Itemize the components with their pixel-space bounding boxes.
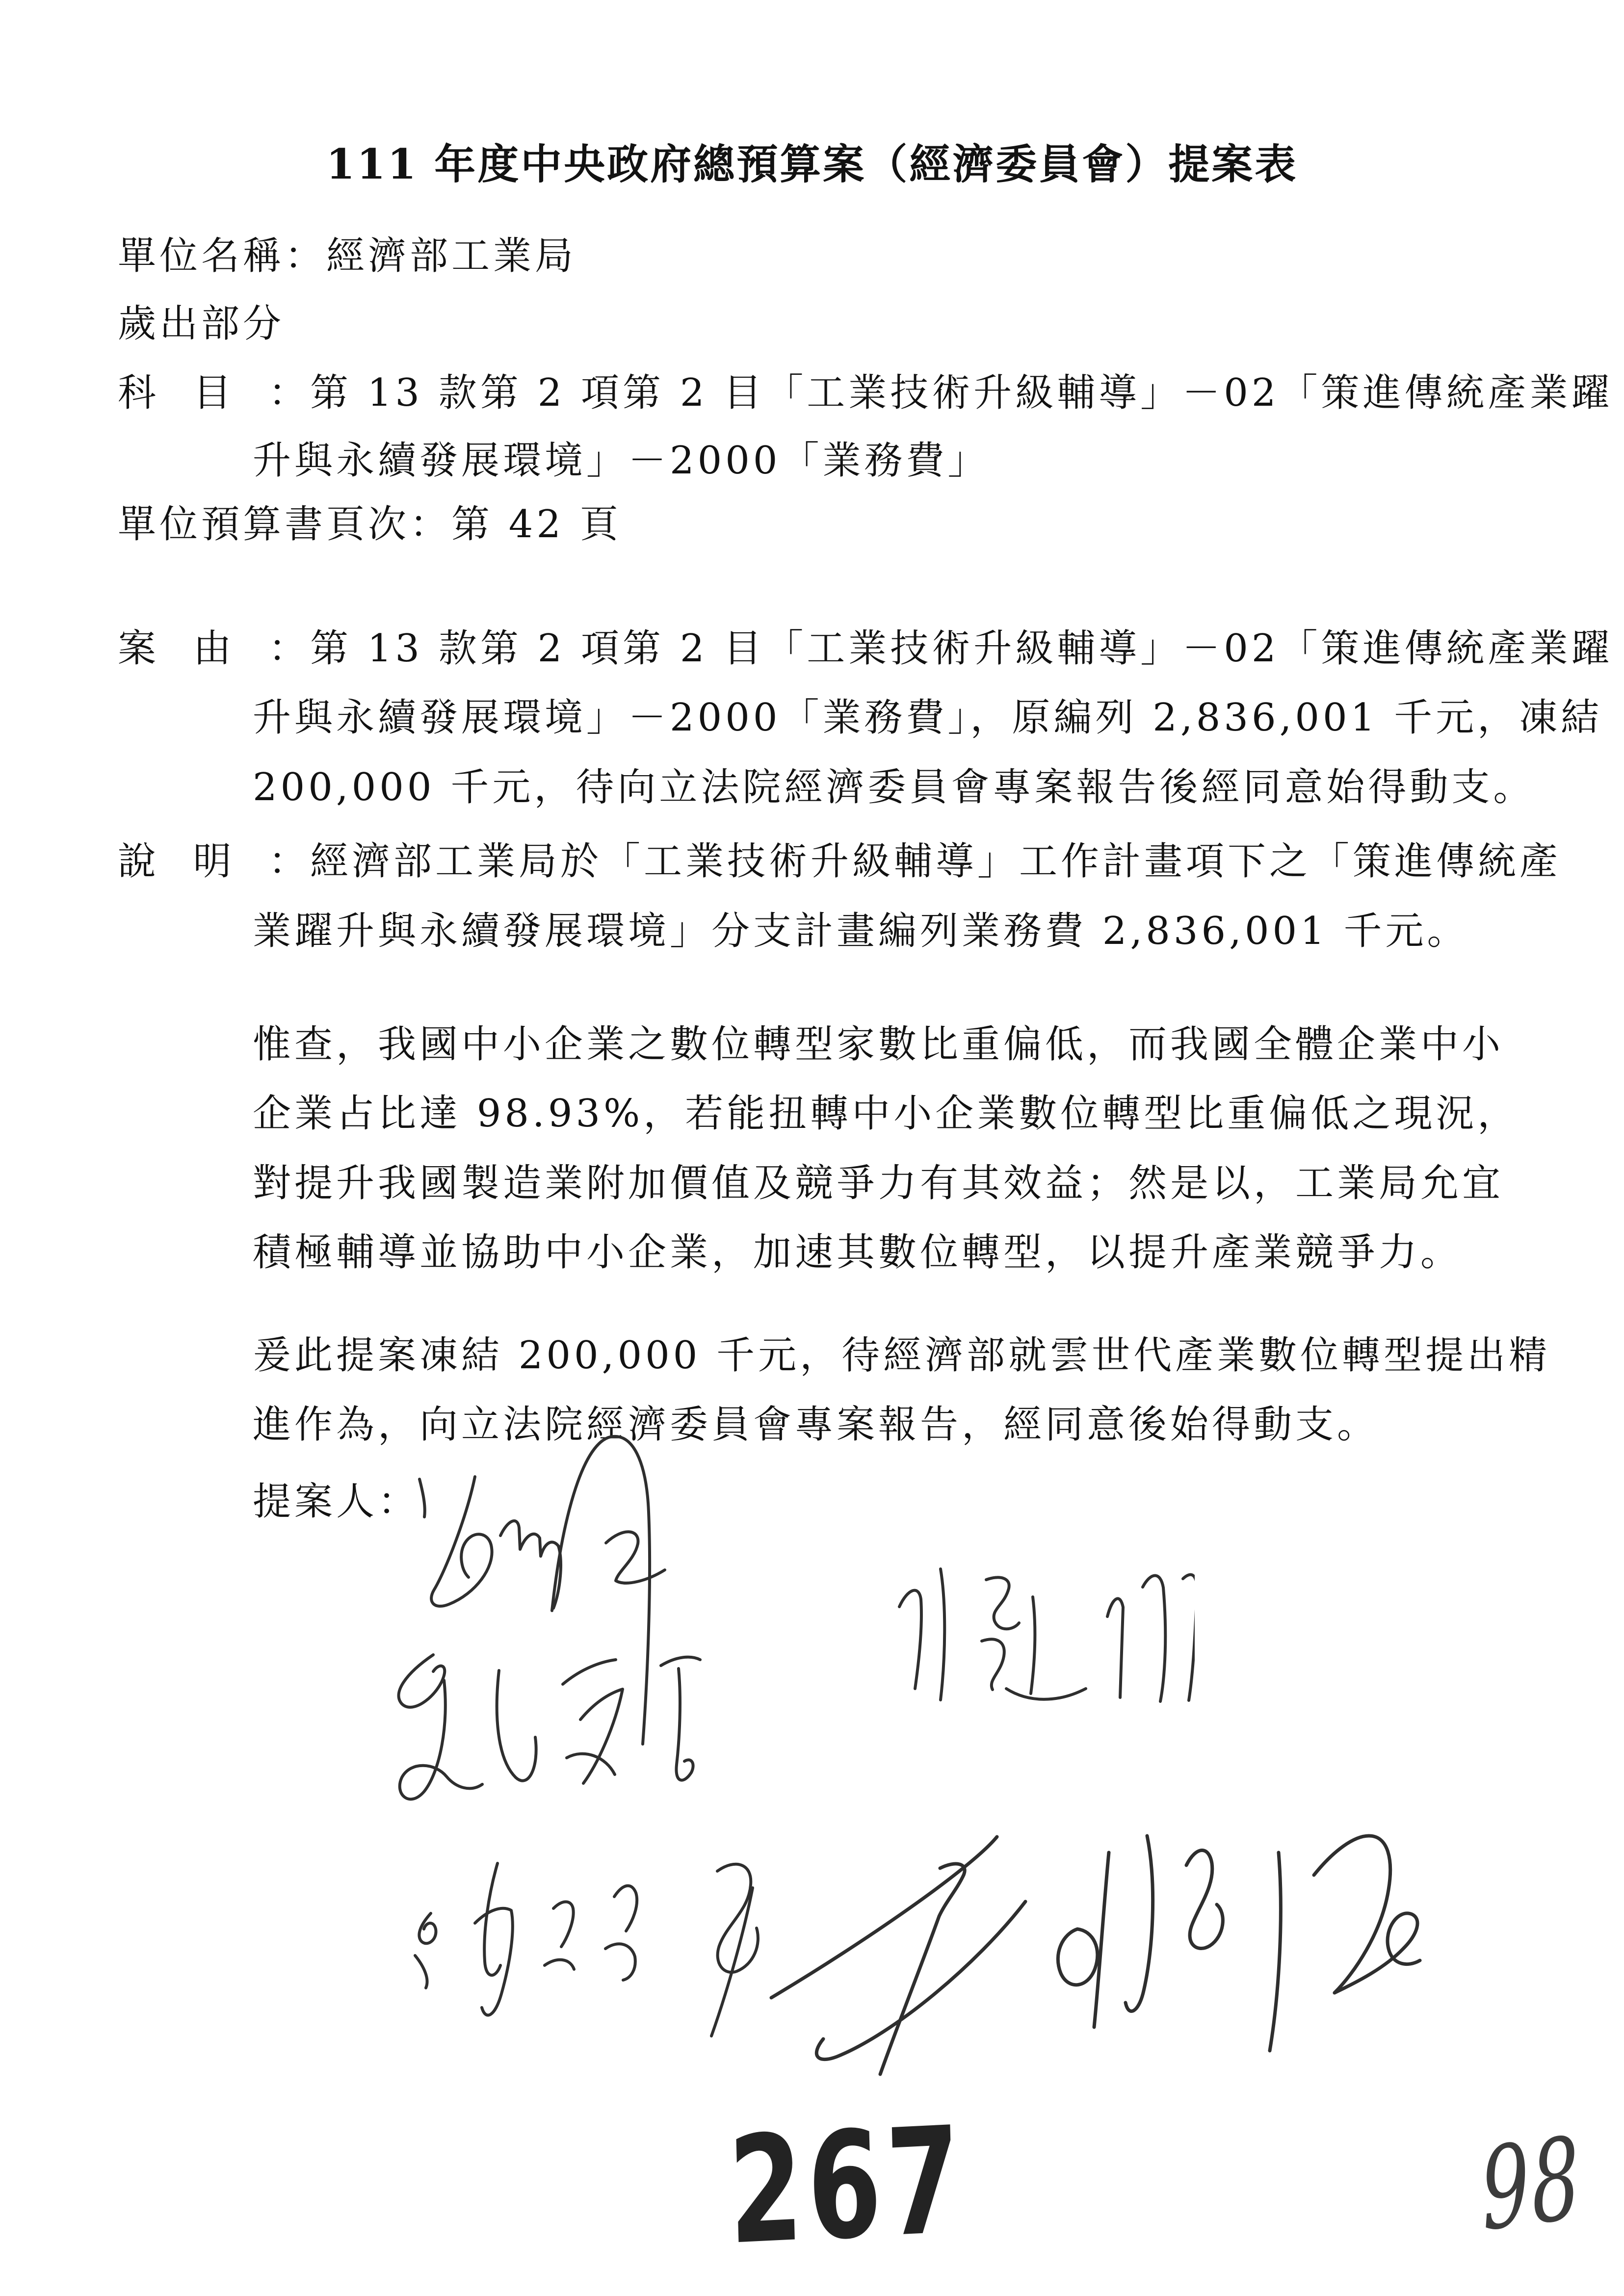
case-text-1: 第 13 款第 2 項第 2 目「工業技術升級輔導」－02「策進傳統產業躍: [310, 626, 1613, 671]
signature-4: [388, 1845, 770, 2056]
subject-line-2: 升與永續發展環境」－2000「業務費」: [253, 439, 990, 483]
explanation-para3-line-2: 進作為，向立法院經濟委員會專案報告，經同意後始得動支。: [253, 1403, 1379, 1447]
case-line-1: [118, 626, 1613, 671]
case-line-3: 200,000 千元，待向立法院經濟委員會專案報告後經同意始得動支。: [253, 765, 1535, 809]
explanation-text-1: 經濟部工業局於「工業技術升級輔導」工作計畫項下之「策進傳統產: [310, 839, 1562, 884]
signature-3: [370, 1641, 733, 1823]
subject-label: 科目：: [118, 371, 310, 415]
subject-line-1: [118, 371, 1613, 415]
signature-2: [886, 1560, 1195, 1707]
signature-5: [765, 1805, 1428, 2095]
unit-name-line: 單位名稱：經濟部工業局: [118, 234, 577, 278]
subject-text-1: 第 13 款第 2 項第 2 目「工業技術升級輔導」－02「策進傳統產業躍: [310, 371, 1613, 415]
budget-part-line: 歲出部分: [118, 302, 285, 346]
explanation-para3-line-1: 爰此提案凍結 200,000 千元，待經濟部就雲世代產業數位轉型提出精: [253, 1333, 1551, 1378]
handwritten-page-number: 267: [727, 2094, 967, 2277]
proposer-label: 提案人：: [253, 1480, 420, 1524]
budget-book-page-line: 單位預算書頁次：第 42 頁: [118, 502, 622, 547]
case-line-2: 升與永續發展環境」－2000「業務費」，原編列 2,836,001 千元，凍結: [253, 696, 1603, 740]
explanation-label: 說明：: [118, 839, 310, 884]
explanation-para2-line-2: 企業占比達 98.93%，若能扭轉中小企業數位轉型比重偏低之現況，: [253, 1092, 1519, 1136]
explanation-para2-line-1: 惟查，我國中小企業之數位轉型家數比重偏低，而我國全體企業中小: [253, 1022, 1504, 1067]
explanation-line-1: [118, 839, 1562, 884]
handwritten-corner-number: 98: [1477, 2113, 1585, 2257]
case-label: 案由：: [118, 626, 310, 671]
page-title: 111 年度中央政府總預算案（經濟委員會）提案表: [326, 140, 1298, 188]
explanation-line-2: 業躍升與永續發展環境」分支計畫編列業務費 2,836,001 千元。: [253, 909, 1469, 953]
explanation-para2-line-4: 積極輔導並協助中小企業，加速其數位轉型，以提升產業競爭力。: [253, 1230, 1463, 1275]
explanation-para2-line-3: 對提升我國製造業附加價值及競爭力有其效益；然是以，工業局允宜: [253, 1161, 1504, 1205]
